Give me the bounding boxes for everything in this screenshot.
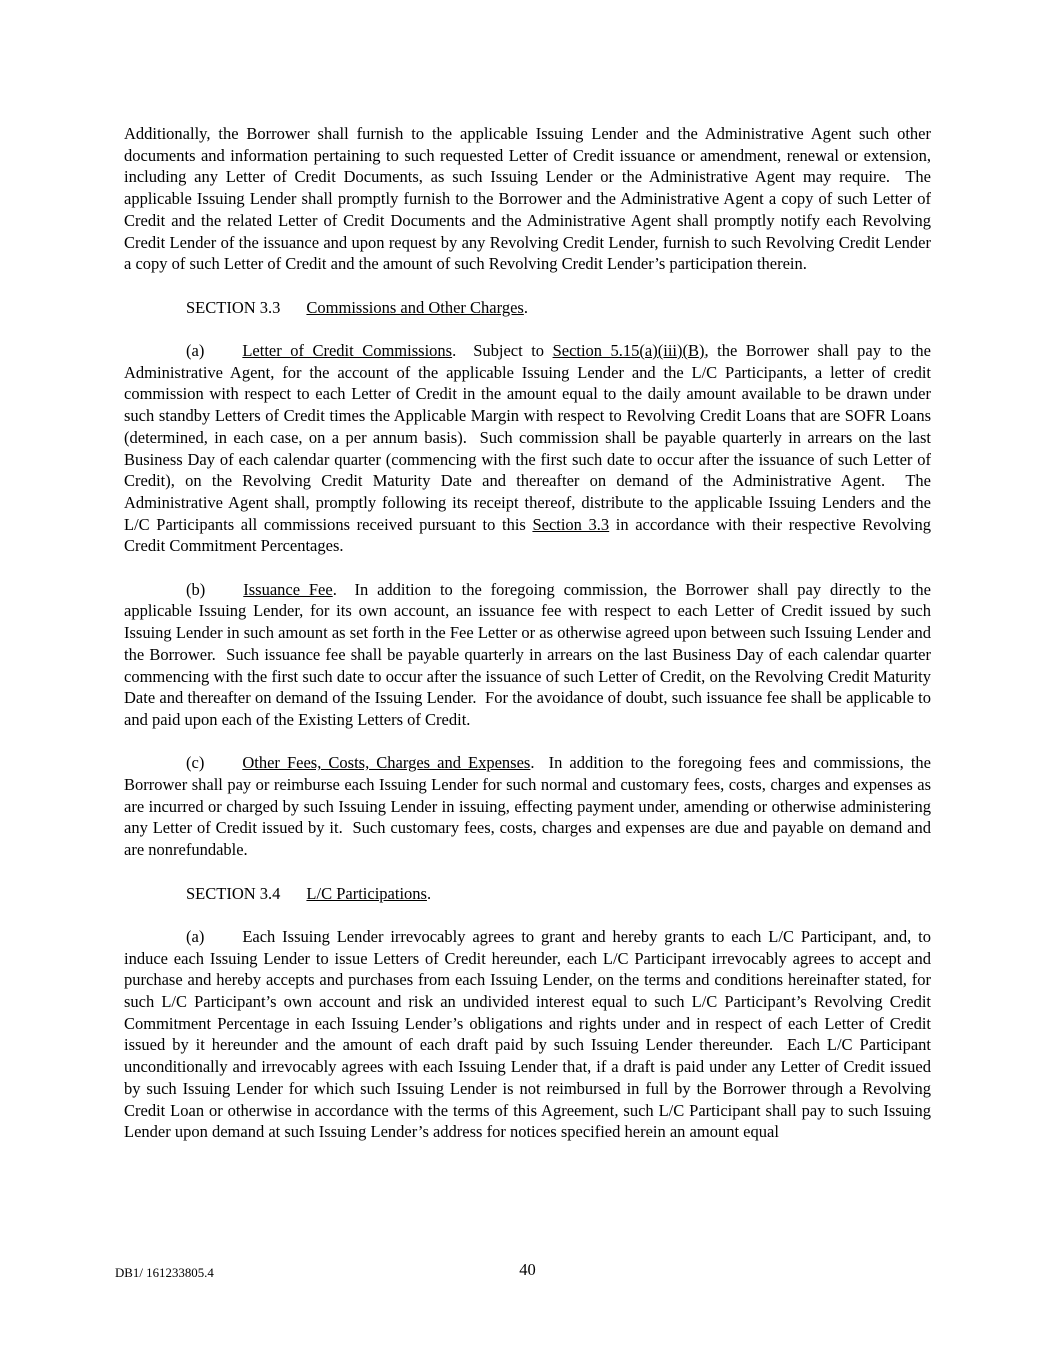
tab-spacer xyxy=(204,767,242,768)
paragraph-continuation xyxy=(124,123,936,275)
tab-spacer xyxy=(205,594,243,595)
underlined-text-run: L/C Participations xyxy=(306,883,427,903)
text-run: (c) xyxy=(186,753,205,773)
text-run: (b) xyxy=(186,579,206,599)
tab-spacer xyxy=(280,898,306,899)
underlined-text-run: Commissions and Other Charges xyxy=(306,297,524,317)
underlined-text-run: Letter of Credit Commissions xyxy=(242,341,453,360)
document-id: DB1/ 161233805.4 xyxy=(115,1266,214,1280)
text-run: . In addition to the foregoing fees and commissions, the Borrower shall pay or reimburse each Issuing Lender for such normal and customary fees, costs, charges and expenses as are incurred or charged by such Issuing Lender in issuing, effecting payment under, amending or otherwise administering any Letter of Credit issued by it. Such customary fees, costs, charges and expenses are due and payable on demand and are nonrefundable. xyxy=(124,753,936,860)
text-run: (a) xyxy=(186,926,205,946)
text-run: Each Issuing Lender irrevocably agrees to grant and hereby grants to each L/C Participant, and, to induce each Issuing Lender to issue Letters of Credit hereunder, each L/C Participant irrevocably agrees to accept and purchase and hereby accepts and purchases from each Issuing Lender, on the terms and conditions hereinafter stated, for such L/C Participant’s own account and risk an undivided interest equal to such L/C Participant’s Revolving Credit Commitment Percentage in each Issuing Lender’s obligations and rights under and in respect of each Letter of Credit issued by it hereunder and the amount of each draft paid by such Issuing Lender thereunder. Each L/C Participant unconditionally and irrevocably agrees with each Issuing Lender that, if a draft is paid under any Letter of Credit issued by such Issuing Lender for which such Issuing Lender is not reimbursed in full by the Borrower through a Revolving Credit Loan or otherwise in accordance with the terms of this Agreement, such L/C Participant shall pay to such Issuing Lender upon demand at such Issuing Lender’s address for notices specified herein an amount equal xyxy=(124,926,936,1142)
underlined-text-run: Section 3.3 xyxy=(532,514,610,534)
section-3-3-subsection-c xyxy=(124,752,936,861)
text-run: in accordance with their respective Revolving Credit Commitment Percentages. xyxy=(124,514,936,556)
document-body xyxy=(124,123,936,1165)
text-run: . xyxy=(523,297,528,317)
text-run: . xyxy=(426,883,432,903)
tab-spacer xyxy=(204,941,242,942)
underlined-text-run: Issuance Fee xyxy=(243,579,333,599)
tab-spacer xyxy=(204,355,242,356)
text-run: (a) xyxy=(186,341,205,360)
underlined-text-run: Section 5.15(a)(iii)(B) xyxy=(552,341,705,360)
page-footer xyxy=(0,1256,1055,1296)
text-run: SECTION 3.3 xyxy=(186,297,281,317)
underlined-text-run: Other Fees, Costs, Charges and Expenses xyxy=(242,753,531,773)
page-number: 40 xyxy=(519,1260,536,1279)
text-run: . Subject to xyxy=(452,341,553,360)
text-run: . In addition to the foregoing commission, the Borrower shall pay directly to the applicable Issuing Lender, for its own account, an issuance fee with respect to each Letter of Credit issued by such Issuing Lender in such amount as set forth in the Fee Letter or as otherwise agreed upon between such Issuing Lender and the Borrower. Such issuance fee shall be payable quarterly in arrears on the last Business Day of each calendar quarter commencing with the first such date to occur after the issuance of such Letter of Credit, on the Revolving Credit Maturity Date and thereafter on demand of the Issuing Lender. For the avoidance of doubt, such issuance fee shall be applicable to and paid upon each of the Existing Letters of Credit. xyxy=(124,579,936,729)
section-3-3-heading xyxy=(124,297,931,319)
section-3-4-heading xyxy=(124,883,931,905)
tab-spacer xyxy=(280,312,306,313)
section-3-3-subsection-a xyxy=(124,340,936,557)
section-3-3-subsection-b xyxy=(124,579,936,731)
text-run: SECTION 3.4 xyxy=(186,883,281,903)
text-run: , the Borrower shall pay to the Administrative Agent, for the account of the applicable Issuing Lender and the L/C Participants, a letter of credit commission with respect to each Letter of Credit in the amount equal to the daily amount available to be drawn under such standby Letters of Credit times the Applicable Margin with respect to Revolving Credit Loans that are SOFR Loans (determined, in each case, on a per annum basis). Such commission shall be payable quarterly in arrears on the last Business Day of each calendar quarter (commencing with the first such date to occur after the issuance of such Letter of Credit), on the Revolving Credit Maturity Date and thereafter on demand of the Administrative Agent. The Administrative Agent shall, promptly following its receipt thereof, distribute to the applicable Issuing Lenders and the L/C Participants all commissions received pursuant to this xyxy=(124,341,936,534)
text-run: Additionally, the Borrower shall furnish to the applicable Issuing Lender and the Administrative Agent such other documents and information pertaining to such requested Letter of Credit issuance or amendment, renewal or extension, including any Letter of Credit Documents, as such Issuing Lender or the Administrative Agent may require. The applicable Issuing Lender shall promptly furnish to the Borrower and the Administrative Agent a copy of such Letter of Credit and the related Letter of Credit Documents and the Administrative Agent shall promptly notify each Revolving Credit Lender of the issuance and upon request by any Revolving Credit Lender, furnish to such Revolving Credit Lender a copy of such Letter of Credit and the amount of such Revolving Credit Lender’s participation therein. xyxy=(124,124,936,274)
section-3-4-subsection-a xyxy=(124,926,936,1143)
